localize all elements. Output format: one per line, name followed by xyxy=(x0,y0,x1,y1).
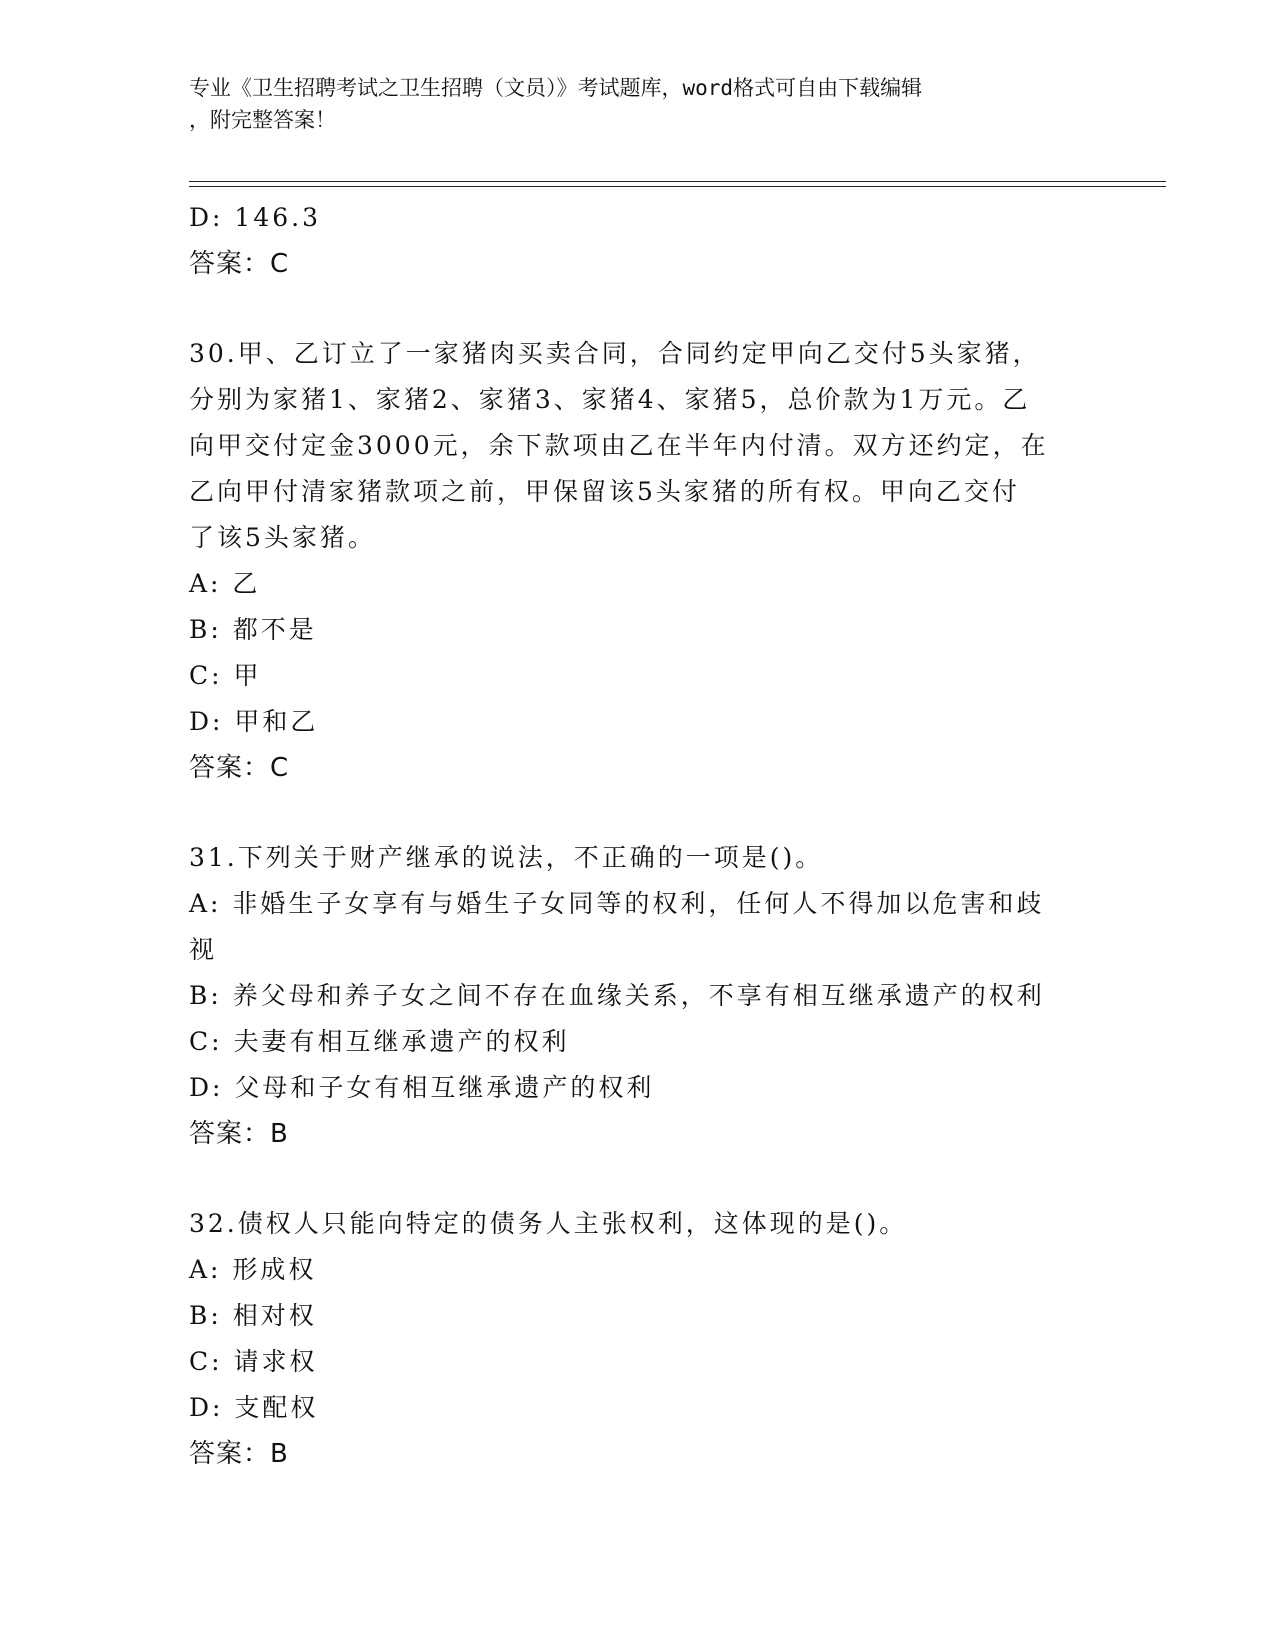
answer: 答案：B xyxy=(189,1439,289,1469)
question-30 xyxy=(189,331,1089,791)
question-content xyxy=(189,195,1089,1477)
question-stem-line: 30.甲、乙订立了一家猪肉买卖合同，合同约定甲向乙交付5头家猪， xyxy=(189,339,1041,368)
option-d: D: 父母和子女有相互继承遗产的权利 xyxy=(189,1073,655,1102)
answer: 答案：C xyxy=(189,753,290,783)
spacer xyxy=(189,1157,1089,1201)
question-stem-line: 向甲交付定金3000元，余下款项由乙在半年内付清。双方还约定，在 xyxy=(189,431,1049,460)
header-divider-top xyxy=(189,181,1166,182)
option-c: C: 请求权 xyxy=(189,1347,318,1376)
option-a-line: A: 非婚生子女享有与婚生子女同等的权利，任何人不得加以危害和歧 xyxy=(189,889,1045,918)
question-stem: 31.下列关于财产继承的说法，不正确的一项是()。 xyxy=(189,843,824,872)
question-stem: 32.债权人只能向特定的债务人主张权利，这体现的是()。 xyxy=(189,1209,908,1238)
document-header xyxy=(189,72,1089,136)
option-d: D: 支配权 xyxy=(189,1393,319,1422)
option-a-line: 视 xyxy=(189,935,218,964)
question-stem-line: 乙向甲付清家猪款项之前，甲保留该5头家猪的所有权。甲向乙交付 xyxy=(189,477,1020,506)
header-line-2: ，附完整答案！ xyxy=(189,108,336,132)
question-32 xyxy=(189,1201,1089,1477)
question-stem-line: 了该5头家猪。 xyxy=(189,523,376,552)
option-d: D: 146.3 xyxy=(189,203,321,232)
option-d: D: 甲和乙 xyxy=(189,707,319,736)
spacer xyxy=(189,791,1089,835)
header-line-1: 专业《卫生招聘考试之卫生招聘（文员）》考试题库，word格式可自由下载编辑 xyxy=(189,76,923,100)
header-divider-bottom xyxy=(189,186,1166,187)
question-29-tail xyxy=(189,195,1089,287)
option-b: B: 养父母和养子女之间不存在血缘关系，不享有相互继承遗产的权利 xyxy=(189,981,1045,1010)
question-31 xyxy=(189,835,1089,1157)
answer: 答案：B xyxy=(189,1119,289,1149)
option-a: A: 形成权 xyxy=(189,1255,317,1284)
option-b: B: 都不是 xyxy=(189,615,317,644)
option-a: A: 乙 xyxy=(189,569,261,598)
answer: 答案：C xyxy=(189,249,290,279)
option-c: C: 夫妻有相互继承遗产的权利 xyxy=(189,1027,570,1056)
option-c: C: 甲 xyxy=(189,661,262,690)
question-stem-line: 分别为家猪1、家猪2、家猪3、家猪4、家猪5，总价款为1万元。乙 xyxy=(189,385,1031,414)
spacer xyxy=(189,287,1089,331)
option-b: B: 相对权 xyxy=(189,1301,317,1330)
